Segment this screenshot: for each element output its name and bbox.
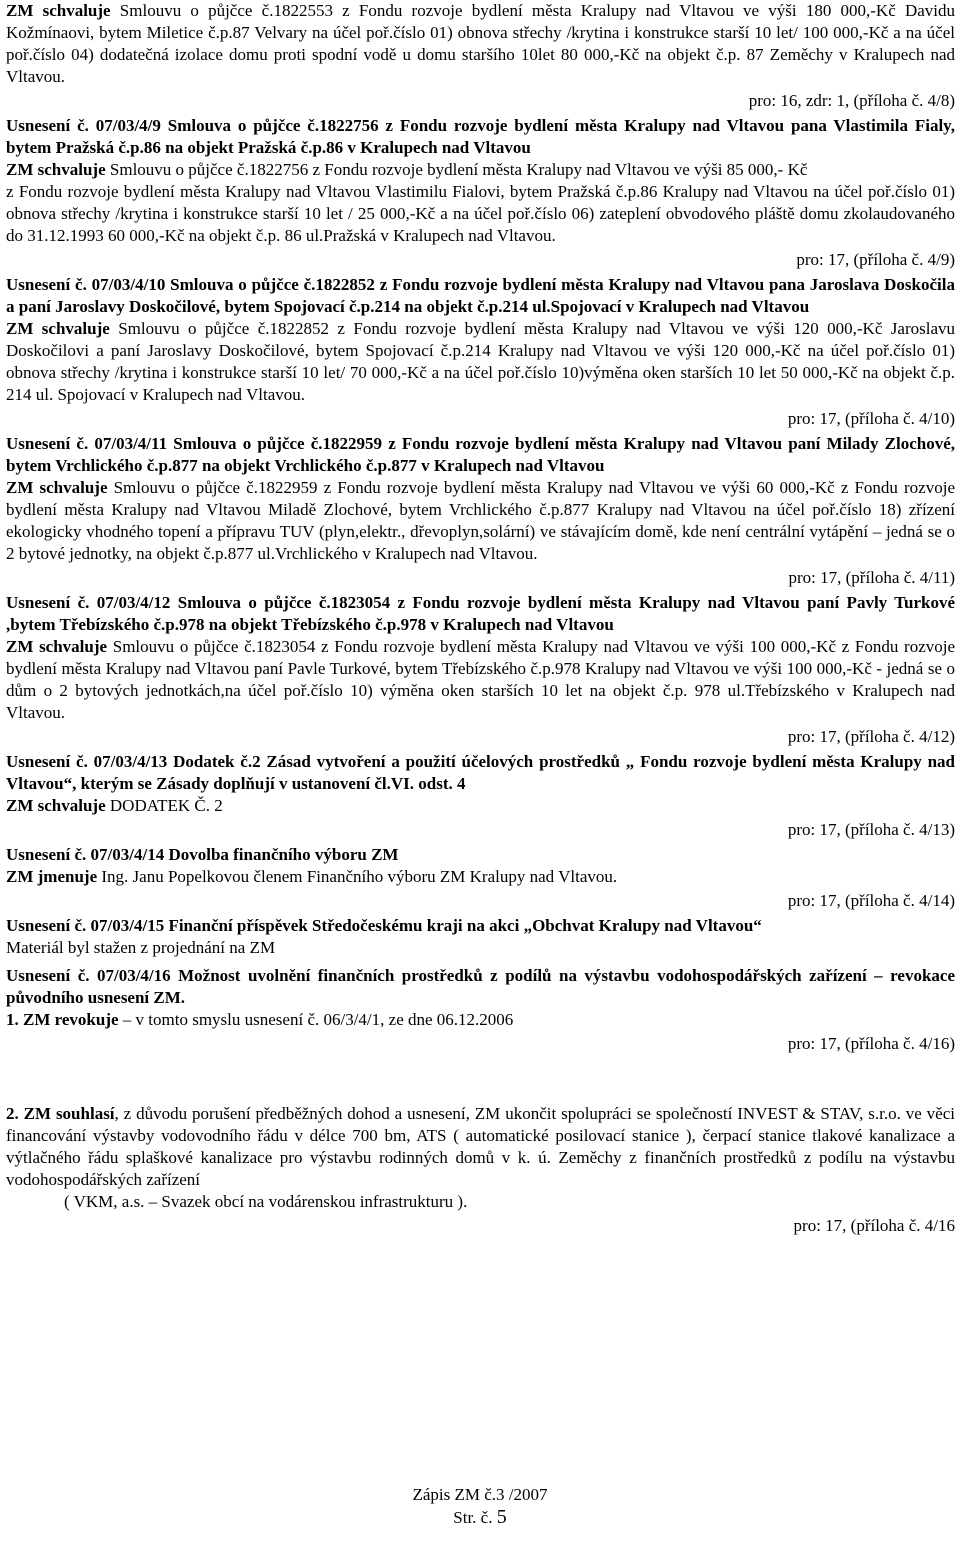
resolution-text: Materiál byl stažen z projednání na ZM <box>6 938 276 957</box>
resolution-heading: Usnesení č. 07/03/4/16 Možnost uvolnění finančních prostředků z podílů na výstavbu vodohospodářských zařízení – revokace původního usnesení ZM. <box>6 966 955 1007</box>
resolution-heading: Usnesení č. 07/03/4/13 Dodatek č.2 Zásad vytvoření a použití účelových prostředků „ Fondu rozvoje bydlení města Kralupy nad Vltavou“, kterým se Zásady doplňují v ustanovení čl.VI. odst. 4 <box>6 752 955 793</box>
resolution-text: z Fondu rozvoje bydlení města Kralupy nad Vltavou Vlastimilu Fialovi, bytem Pražská č.p.86 Kralupy nad Vltavou na účel poř.číslo 01) obnova střechy /krytina i konstrukce starší 10 let / 25 000,-Kč a na účel poř.číslo 06) zateplení obvodového pláště domu zkolaudovaného do 31.12.1993 60 000,-Kč na objekt č.p. 86 ul.Pražská v Kralupech nad Vltavou. <box>6 182 955 245</box>
vote-result: pro: 17, (příloha č. 4/16 <box>793 1216 955 1235</box>
resolution-heading: Usnesení č. 07/03/4/15 Finanční příspěvek Středočeskému kraji na akci „Obchvat Kralupy nad Vltavou“ <box>6 916 762 935</box>
resolution-text: 2. ZM souhlasí, z důvodu porušení předběžných dohod a usnesení, ZM ukončit spolupráci se společností INVEST & STAV, s.r.o. ve věci financování výstavby vodovodního řádu v délce 700 bm, ATS ( automatické posilovací stanice ), čerpací stanice tlakové kanalizace a výtlačného řádu splaškové kanalizace pro výstavbu rodinných domů v k. ú. Zeměchy z finančních prostředků z podílu na výstavbu vodohospodářských zařízení <box>6 1104 955 1189</box>
resolution-verb: ZM schvaluje <box>6 637 108 656</box>
resolution-text: ZM schvaluje DODATEK Č. 2 <box>6 796 223 815</box>
resolution-heading: Usnesení č. 07/03/4/14 Dovolba finančního výboru ZM <box>6 845 399 864</box>
resolution-heading: Usnesení č. 07/03/4/12 Smlouva o půjčce č.1823054 z Fondu rozvoje bydlení města Kralupy nad Vltavou paní Pavly Turkové ,bytem Třebízského č.p.978 na objekt Třebízského č.p.978 v Kralupech nad Vltavou <box>6 593 955 634</box>
resolution-verb: ZM schvaluje <box>6 1 111 20</box>
vote-result: pro: 17, (příloha č. 4/14) <box>787 891 955 910</box>
resolution-verb: ZM schvaluje <box>6 478 108 497</box>
resolution-text: ZM schvaluje Smlouvu o půjčce č.1822756 z Fondu rozvoje bydlení města Kralupy nad Vltavou ve výši 85 000,- Kč <box>6 160 808 179</box>
vote-result: pro: 16, zdr: 1, (příloha č. 4/8) <box>748 91 955 110</box>
page-number: Str. č. 5 <box>453 1506 507 1528</box>
resolution-verb: 1. ZM revokuje <box>6 1010 119 1029</box>
document-reference: Zápis ZM č.3 /2007 <box>412 1485 548 1504</box>
resolution-text: ZM schvaluje Smlouvu o půjčce č.1822553 z Fondu rozvoje bydlení města Kralupy nad Vltavou ve výši 180 000,-Kč Davidu Kožmínaovi, bytem Miletice č.p.87 Velvary na účel poř.číslo 01) obnova střechy /krytina i konstrukce starší 10 let/ 100 000,-Kč a na účel poř.číslo 04) dodatečná izolace domu proti spodní vodě u domu staršího 10let 80 000,-Kč na objekt č.p. 87 Zeměchy v Kralupech nad Vltavou. <box>6 1 955 86</box>
page-footer <box>0 1484 960 1529</box>
resolution-heading: Usnesení č. 07/03/4/9 Smlouva o půjčce č.1822756 z Fondu rozvoje bydlení města Kralupy nad Vltavou pana Vlastimila Fialy, bytem Pražská č.p.86 na objekt Pražská č.p.86 v Kralupech nad Vltavou <box>6 116 955 157</box>
resolution-text: ZM jmenuje Ing. Janu Popelkovou členem Finančního výboru ZM Kralupy nad Vltavou. <box>6 867 618 886</box>
resolution-verb: ZM schvaluje <box>6 160 106 179</box>
vote-result: pro: 17, (příloha č. 4/9) <box>796 250 955 269</box>
resolution-text: ZM schvaluje Smlouvu o půjčce č.1823054 z Fondu rozvoje bydlení města Kralupy nad Vltavou ve výši 100 000,-Kč z Fondu rozvoje bydlení města Kralupy nad Vltavou paní Pavle Turkové, bytem Třebízského č.p.978 Kralupy nad Vltavou ve výši 100 000,-Kč - jedná se o dům o 2 bytových jednotkách,na účel poř.číslo 10) výměna oken starších 10 let na objekt č.p. 978 ul.Třebízského v Kralupech nad Vltavou. <box>6 637 956 722</box>
resolution-text: 1. ZM revokuje – v tomto smyslu usnesení č. 06/3/4/1, ze dne 06.12.2006 <box>6 1010 514 1029</box>
resolution-heading: Usnesení č. 07/03/4/11 Smlouva o půjčce č.1822959 z Fondu rozvoje bydlení města Kralupy nad Vltavou paní Milady Zlochové, bytem Vrchlického č.p.877 na objekt Vrchlického č.p.877 v Kralupech nad Vltavou <box>6 434 955 475</box>
vote-result: pro: 17, (příloha č. 4/10) <box>787 409 955 428</box>
vote-result: pro: 17, (příloha č. 4/16) <box>787 1034 955 1053</box>
resolution-heading: Usnesení č. 07/03/4/10 Smlouva o půjčce č.1822852 z Fondu rozvoje bydlení města Kralupy nad Vltavou pana Jaroslava Doskočila a paní Jaroslavy Doskočilové, bytem Spojovací č.p.214 na objekt č.p.214 ul.Spojovací v Kralupech nad Vltavou <box>6 275 955 316</box>
resolution-verb: ZM schvaluje <box>6 796 106 815</box>
vote-result: pro: 17, (příloha č. 4/13) <box>787 820 955 839</box>
resolution-text: ZM schvaluje Smlouvu o půjčce č.1822852 z Fondu rozvoje bydlení města Kralupy nad Vltavou ve výši 120 000,-Kč Jaroslavu Doskočilovi a paní Jaroslavy Doskočilové, bytem Spojovací č.p.214 Kralupy nad Vltavou ve výši 120 000,-Kč na účel poř.číslo 01) obnova střechy /krytina i konstrukce starší 10 let/ 70 000,-Kč a na účel poř.číslo 10)výměna oken starších 10 let 50 000,-Kč na objekt č.p. 214 ul. Spojovací v Kralupech nad Vltavou. <box>6 319 955 404</box>
vote-result: pro: 17, (příloha č. 4/12) <box>787 727 955 746</box>
resolution-verb: ZM schvaluje <box>6 319 110 338</box>
resolution-verb: ZM jmenuje <box>6 867 98 886</box>
resolution-text: ( VKM, a.s. – Svazek obcí na vodárenskou infrastrukturu ). <box>64 1192 468 1211</box>
document-page <box>6 0 955 1237</box>
resolution-verb: 2. ZM souhlasí <box>6 1104 115 1123</box>
vote-result: pro: 17, (příloha č. 4/11) <box>788 568 955 587</box>
resolution-text: ZM schvaluje Smlouvu o půjčce č.1822959 z Fondu rozvoje bydlení města Kralupy nad Vltavou ve výši 60 000,-Kč z Fondu rozvoje bydlení města Kralupy nad Vltavou Miladě Zlochové, bytem Vrchlického č.p.877 Kralupy nad Vltavou na účel poř.číslo 18) zřízení ekologicky vhodného topení a přípravu TUV (plyn,elektr., dřevoplyn,solární) ve stávajícím domě, kde není centrální vytápění – jedná se o 2 bytové jednotky, na objekt č.p.877 ul.Vrchlického v Kralupech nad Vltavou. <box>6 478 956 563</box>
